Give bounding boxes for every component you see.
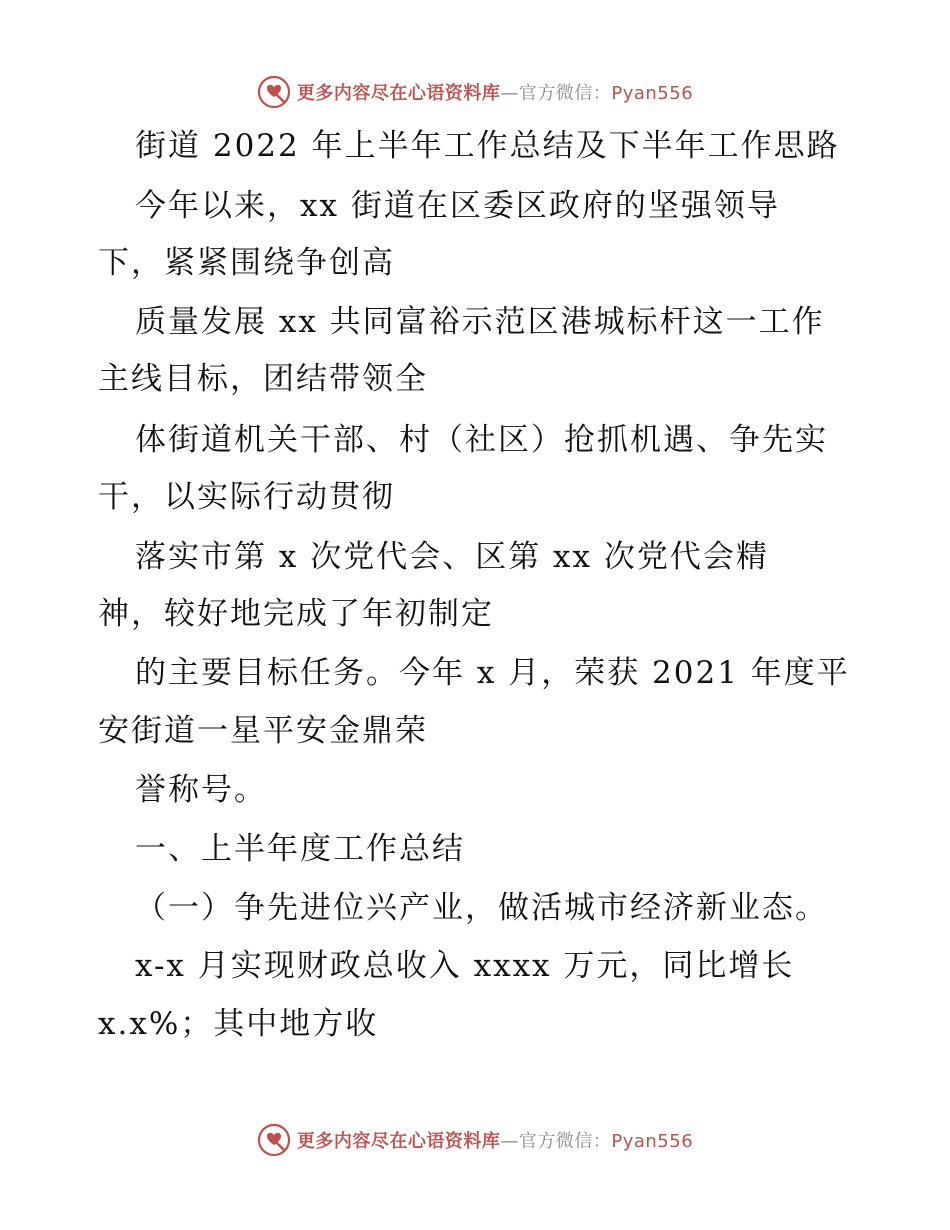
watermark-site-name: 更多内容尽在心语资料库 <box>296 1131 501 1152</box>
footer-watermark <box>0 1120 950 1160</box>
paragraph-line: 干，以实际行动贯彻 <box>98 479 395 515</box>
paragraph-line: 神，较好地完成了年初制定 <box>98 596 494 632</box>
paragraph-line: x.x%；其中地方收 <box>98 1006 379 1042</box>
watermark-text <box>297 1127 693 1153</box>
paragraph-line: x-x 月实现财政总收入 xxxx 万元，同比增长 <box>135 948 795 984</box>
paragraph-line: 誉称号。 <box>135 772 267 808</box>
watermark-separator: — <box>500 83 519 104</box>
watermark-wechat-label: 官方微信： <box>518 1131 612 1152</box>
watermark-wechat-label: 官方微信： <box>518 83 612 104</box>
paragraph-line: 的主要目标任务。今年 x 月，荣获 2021 年度平 <box>135 655 850 691</box>
heart-pen-logo-icon <box>257 1123 291 1157</box>
paragraph-line: 落实市第 x 次党代会、区第 xx 次党代会精 <box>135 539 769 575</box>
paragraph-line: 下，紧紧围绕争创高 <box>98 245 395 281</box>
paragraph-line: 主线目标，团结带领全 <box>98 361 428 397</box>
watermark-separator: — <box>500 1131 519 1152</box>
paragraph-line: 体街道机关干部、村（社区）抢抓机遇、争先实 <box>135 422 828 458</box>
section-heading: 一、上半年度工作总结 <box>135 831 465 867</box>
watermark-wechat-id: Pyan556 <box>611 1131 694 1152</box>
paragraph-line: 安街道一星平安金鼎荣 <box>98 713 428 749</box>
document-title: 街道 2022 年上半年工作总结及下半年工作思路 <box>135 128 840 164</box>
paragraph-line: 质量发展 xx 共同富裕示范区港城标杆这一工作 <box>135 304 825 340</box>
paragraph-line: 今年以来，xx 街道在区委区政府的坚强领导 <box>135 188 780 224</box>
subsection-heading: （一）争先进位兴产业，做活城市经济新业态。 <box>135 890 828 926</box>
watermark-site-name: 更多内容尽在心语资料库 <box>296 83 501 104</box>
watermark-wechat-id: Pyan556 <box>611 83 694 104</box>
